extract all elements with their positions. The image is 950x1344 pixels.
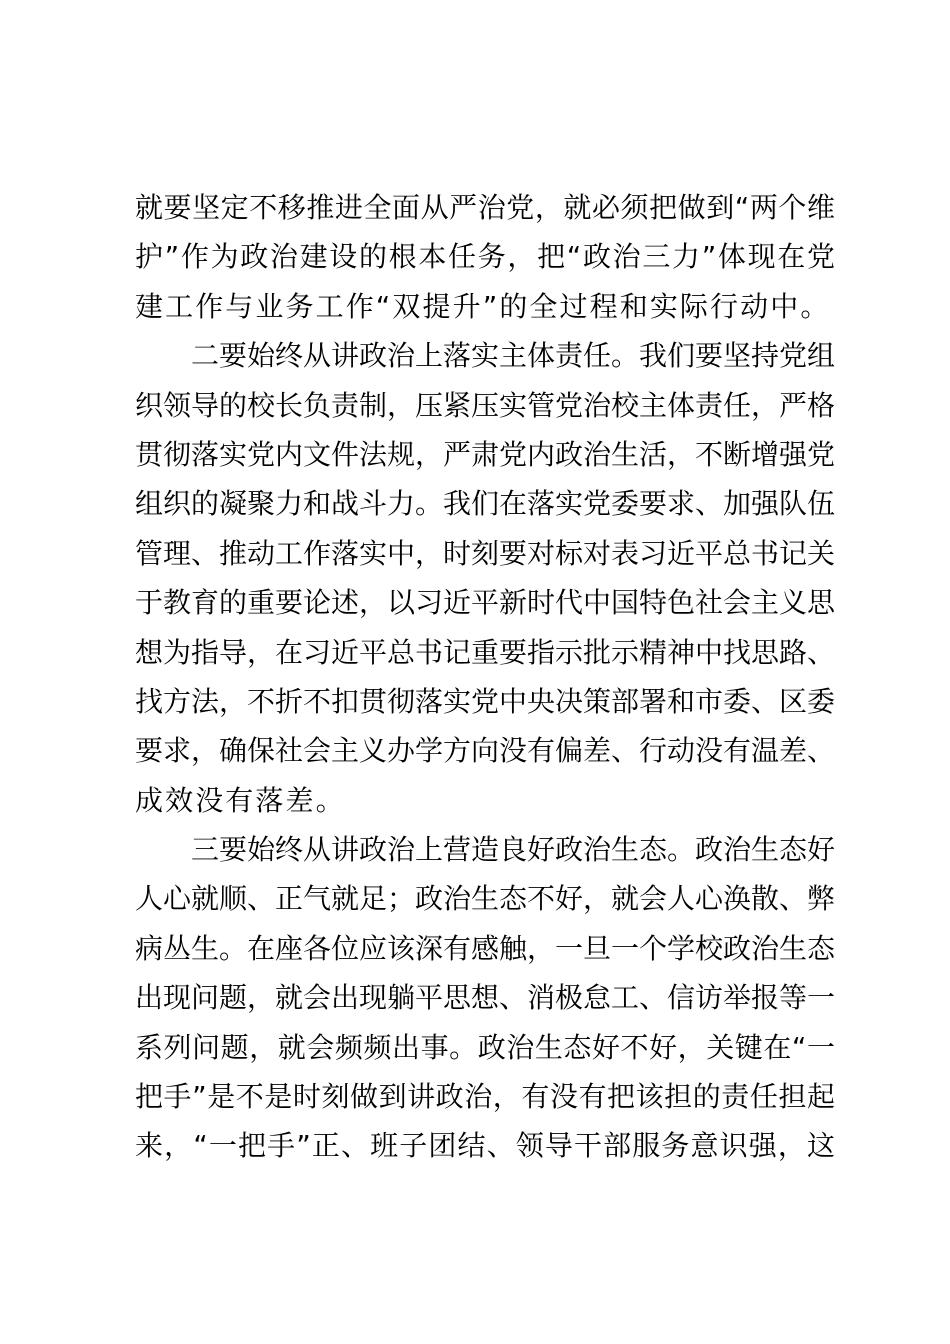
text-line: 二要始终从讲政治上落实主体责任。我们要坚持党组 [135,339,836,373]
text-line: 找方法，不折不扣贯彻落实党中央决策部署和市委、区委 [135,684,836,718]
text-line: 病丛生。在座各位应该深有感触，一旦一个学校政治生态 [135,931,836,965]
text-line: 建工作与业务工作“双提升”的全过程和实际行动中。 [135,289,831,323]
paragraph-1 [135,183,835,331]
paragraph-3 [135,825,835,1171]
text-line: 三要始终从讲政治上营造良好政治生态。政治生态好 [135,833,836,867]
body-text [135,183,835,1171]
text-line: 来，“一把手”正、班子团结、领导干部服务意识强，这 [135,1129,835,1163]
text-line: 织领导的校长负责制，压紧压实管党治校主体责任，严格 [135,388,836,422]
paragraph-2 [135,331,835,825]
text-line: 于教育的重要论述，以习近平新时代中国特色社会主义思 [135,586,836,620]
text-line: 组织的凝聚力和战斗力。我们在落实党委要求、加强队伍 [135,487,836,521]
text-line: 把手”是不是时刻做到讲政治，有没有把该担的责任担起 [135,1080,835,1114]
text-line: 系列问题，就会频频出事。政治生态好不好，关键在“一 [135,1030,835,1064]
text-line: 护”作为政治建设的根本任务，把“政治三力”体现在党 [135,240,835,274]
text-line: 贯彻落实党内文件法规，严肃党内政治生活，不断增强党 [135,437,836,471]
text-line: 出现问题，就会出现躺平思想、消极怠工、信访举报等一 [135,981,836,1015]
text-line: 要求，确保社会主义办学方向没有偏差、行动没有温差、 [135,734,836,768]
text-line: 成效没有落差。 [135,783,346,817]
text-line: 就要坚定不移推进全面从严治党，就必须把做到“两个维 [135,191,835,224]
text-line: 人心就顺、正气就足；政治生态不好，就会人心涣散、弊 [135,882,836,916]
text-line: 想为指导，在习近平总书记重要指示批示精神中找思路、 [135,635,836,669]
text-line: 管理、推动工作落实中，时刻要对标对表习近平总书记关 [135,536,836,570]
